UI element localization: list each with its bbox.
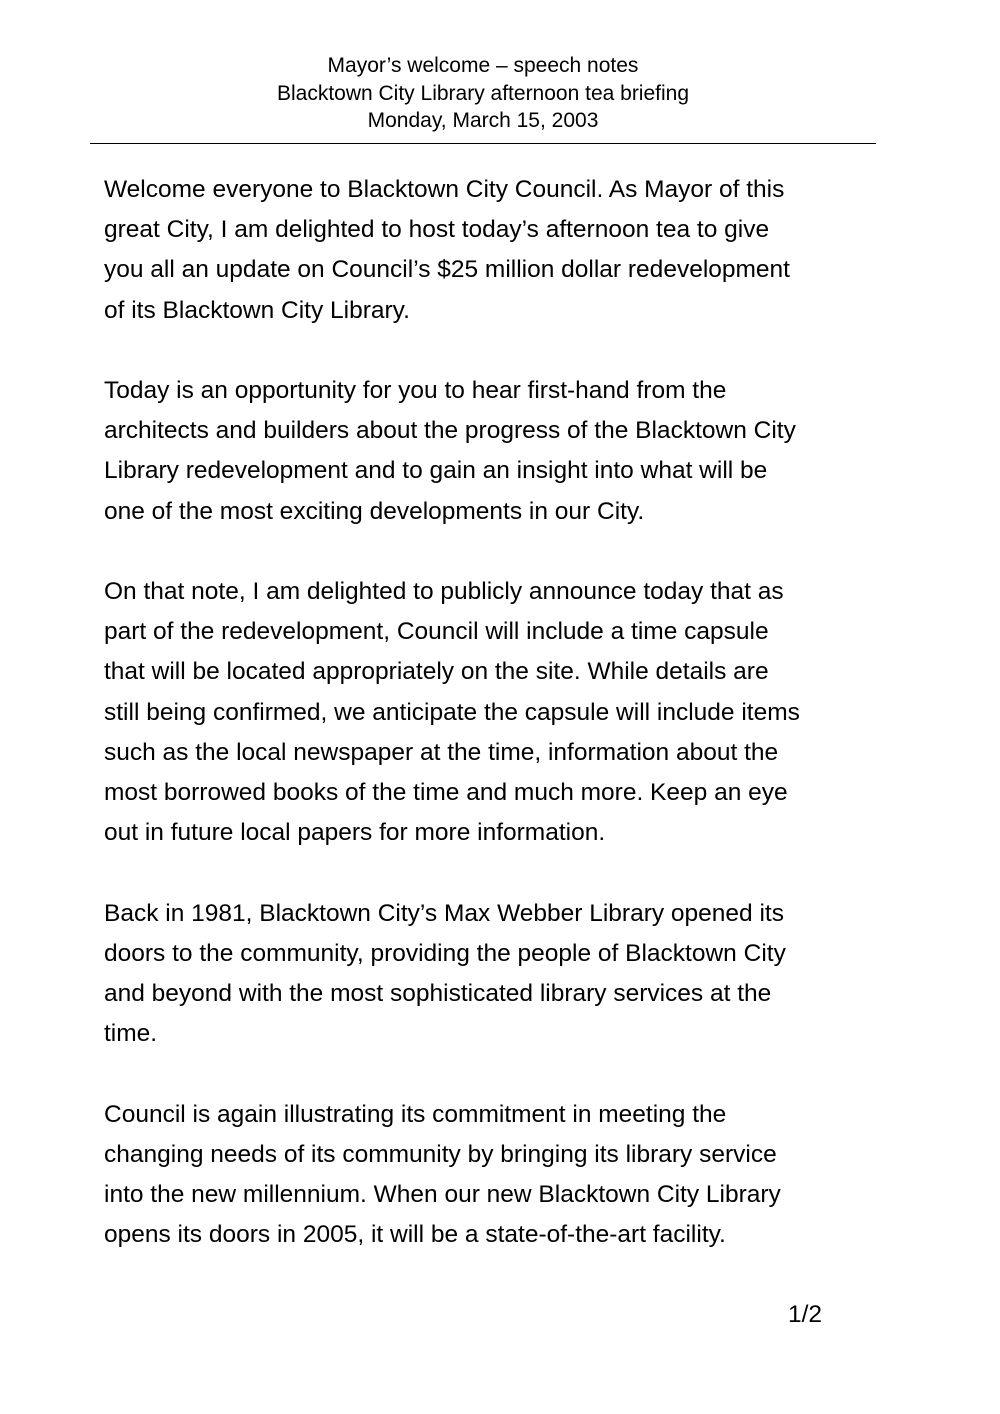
paragraph-time-capsule: On that note, I am delighted to publicly announce today that as part of the redevelopment, Council will include a time capsule that will be located appropriately on the site. While details are still being confirmed, we anticipate the capsule will include items such as the local newspaper at the time, information about the most borrowed books of the time and much more. Keep an eye out in future local papers for more information. [104,578,800,847]
header-date: Monday, March 15, 2003 [367,109,599,132]
document-header [90,52,876,135]
header-divider [90,143,876,144]
header-subtitle: Blacktown City Library afternoon tea briefing [276,81,690,105]
header-title: Mayor’s welcome – speech notes [327,54,639,77]
paragraph-commitment: Council is again illustrating its commitment in meeting the changing needs of its community by bringing its library service into the new millennium. When our new Blacktown City Library opens its doors in 2005, it will be a state-of-the-art facility. [104,1100,781,1249]
paragraph-welcome: Welcome everyone to Blacktown City Council. As Mayor of this great City, I am delighted to host today’s afternoon tea to give you all an update on Council’s $25 million dollar redevelopment of its Blacktown City Library. [104,176,790,324]
paragraph-opportunity: Today is an opportunity for you to hear first-hand from the architects and builders about the progress of the Blacktown City Library redevelopment and to gain an insight into what will be one of the most exciting developments in our City. [104,377,796,525]
paragraph-history: Back in 1981, Blacktown City’s Max Webber Library opened its doors to the community, providing the people of Blacktown City and beyond with the most sophisticated library services at the time. [104,899,786,1048]
page-number: 1/2 [787,1301,822,1328]
speech-body [104,170,894,1296]
